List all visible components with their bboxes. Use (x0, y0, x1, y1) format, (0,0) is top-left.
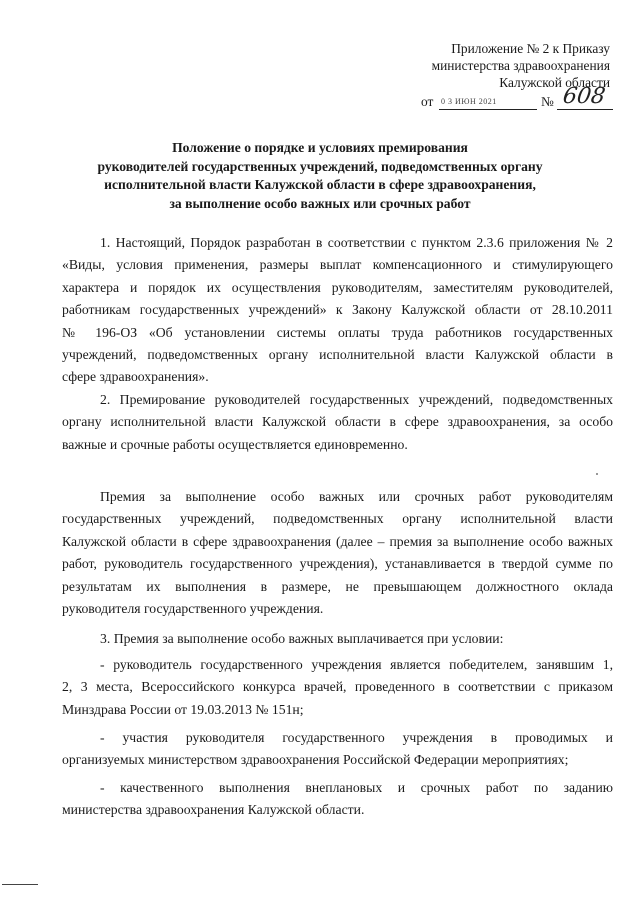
date-underline (439, 109, 537, 110)
title-line-3: исполнительной власти Калужской области в сфере здравоохранения, (104, 177, 536, 192)
title-line-4: за выполнение особо важных или срочных работ (169, 195, 471, 211)
appendix-line-3: Калужской области (499, 75, 610, 90)
text-line: 2. Премирование руководителей государственных учреждений, подведомственных (100, 392, 613, 407)
order-reference (421, 84, 611, 112)
appendix-line-2: министерства здравоохранения (431, 58, 610, 73)
text-line: 1. Настоящий, Порядок разработан в соответствии с пунктом 2.3.6 приложения № 2 (100, 235, 613, 250)
scan-speck (596, 473, 598, 475)
text-line: учреждений, подведомственных органу исполнительной власти Калужской области в (62, 346, 613, 362)
title-line-1: Положение о порядке и условиях премирования (172, 140, 468, 155)
text-line: характера и порядок их осуществления руководителям, заместителям руководителей, (62, 279, 613, 295)
document-title (40, 139, 600, 213)
order-number-handwritten: 608 (561, 84, 607, 109)
text-line: работ, руководитель государственного учреждения), устанавливается в твердой сумме по (62, 556, 613, 572)
text-line: руководителя государственного учреждения. (62, 600, 324, 616)
paragraph-1 (62, 232, 613, 389)
text-line: сфере здравоохранения». (62, 369, 209, 385)
text-line: - участия руководителя государственного учреждения в проводимых и (100, 730, 613, 745)
paragraph-3 (62, 486, 613, 620)
text-line: «Виды, условия применения, размеры выплат компенсационного и стимулирующего (62, 257, 613, 273)
paragraph-6 (62, 727, 613, 772)
text-line: министерства здравоохранения Калужской области. (62, 802, 365, 818)
number-underline (557, 109, 613, 110)
order-date-stamp: 0 3 ИЮН 2021 (441, 97, 497, 106)
appendix-line-1: Приложение № 2 к Приказу (451, 41, 610, 56)
paragraph-7 (62, 777, 613, 822)
paragraph-5 (62, 654, 613, 721)
text-line: организуемых министерством здравоохранения Российской Федерации мероприятиях; (62, 752, 569, 768)
title-line-2: руководителей государственных учреждений, подведомственных органу (97, 158, 543, 174)
text-line: Калужской области в сфере здравоохранения (далее – премия за выполнение особо важных (62, 533, 613, 549)
text-line: - руководитель государственного учреждения является победителем, занявшим 1, (100, 657, 613, 672)
paragraph-2 (62, 389, 613, 456)
text-line: № 196-ОЗ «Об установлении системы оплаты труда работников государственных (62, 324, 613, 340)
footnote-rule (2, 884, 38, 885)
text-line: государственных учреждений, подведомственных органу исполнительной власти (62, 511, 613, 527)
paragraph-4 (62, 628, 613, 650)
text-line: важные и срочные работы осуществляется единовременно. (62, 436, 408, 452)
text-line: работникам государственных учреждений» к Закону Калужской области от 28.10.2011 (62, 302, 613, 318)
text-line: 3. Премия за выполнение особо важных выплачивается при условии: (100, 631, 504, 646)
text-line: - качественного выполнения внеплановых и срочных работ по заданию (100, 780, 613, 795)
text-line: 2, 3 места, Всероссийского конкурса врачей, проведенного в соответствии с приказом (62, 679, 613, 695)
order-number-label: № (541, 94, 554, 109)
text-line: Премия за выполнение особо важных или срочных работ руководителям (100, 489, 613, 504)
text-line: органу исполнительной власти Калужской области в сфере здравоохранения, за особо (62, 414, 613, 430)
order-date-label: от (421, 94, 434, 109)
text-line: Минздрава России от 19.03.2013 № 151н; (62, 701, 304, 717)
text-line: результатам их выполнения в размере, не превышающем должностного оклада (62, 578, 613, 594)
